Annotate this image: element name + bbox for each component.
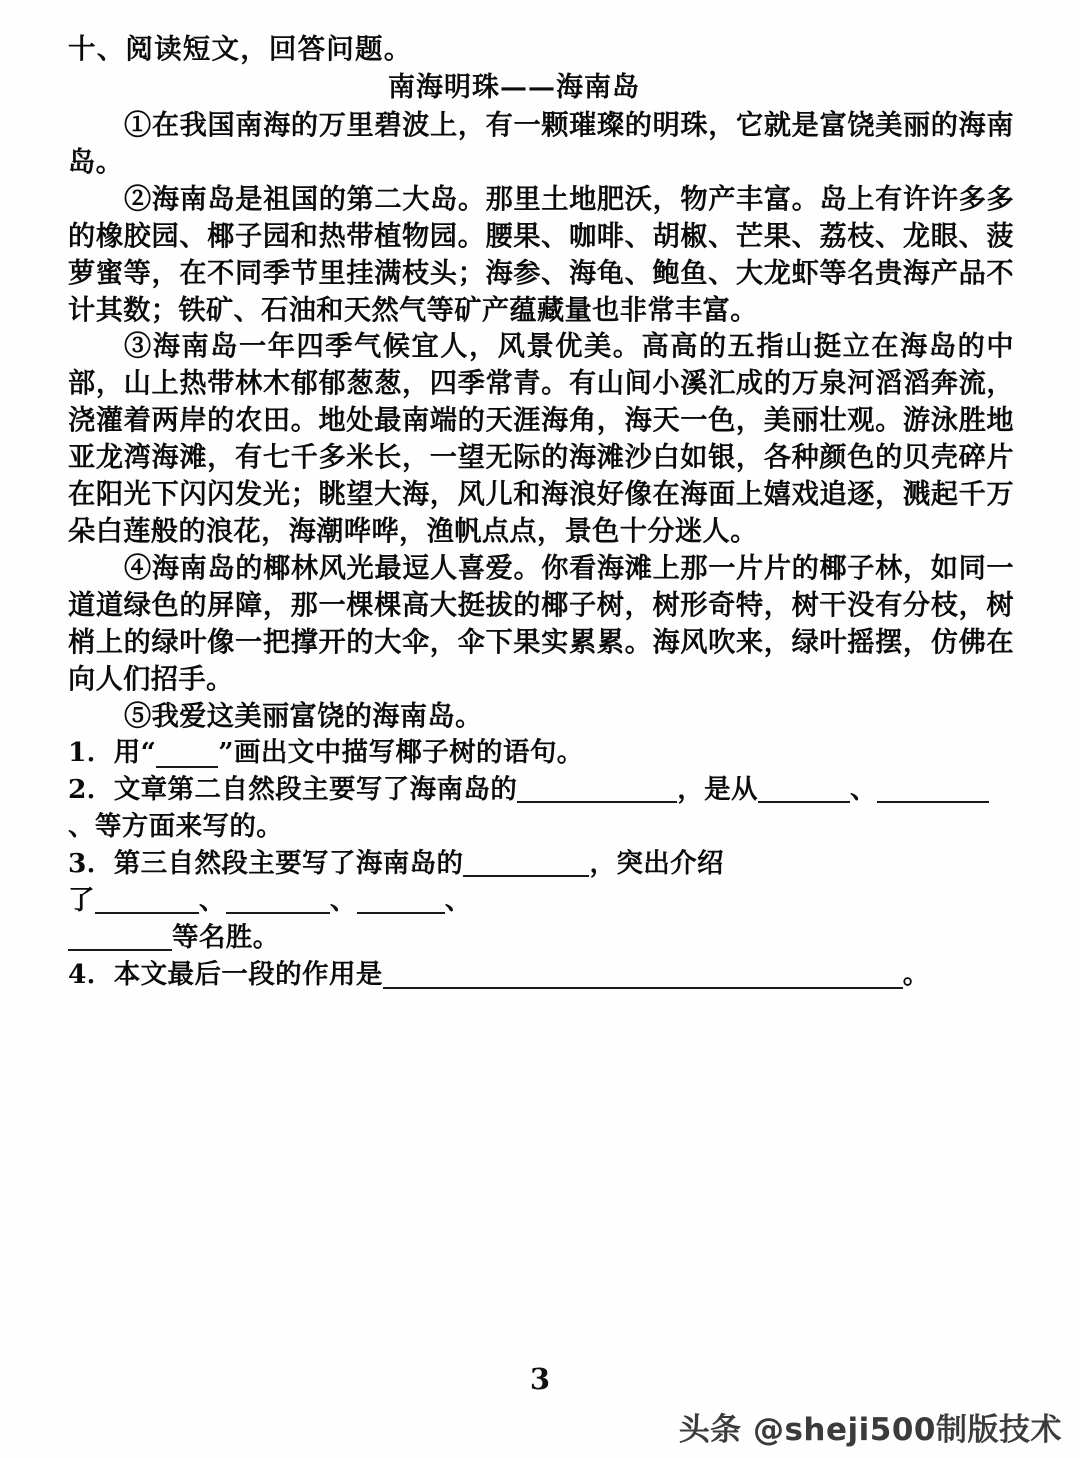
question-4-segment-2: 。 (902, 959, 930, 991)
document-content (68, 30, 1014, 993)
question-1-number: 1． (68, 737, 114, 769)
question-2-blank-1[interactable] (517, 781, 677, 803)
question-1-answer-blank[interactable] (156, 746, 218, 768)
question-4 (68, 956, 1014, 993)
question-4-blank-1[interactable] (383, 967, 903, 989)
question-2 (68, 771, 1014, 845)
question-3-blank-2[interactable] (95, 892, 199, 914)
question-4-number: 4． (68, 959, 114, 991)
question-2-segment-3: 、 (849, 774, 877, 806)
question-3-number: 3． (68, 848, 114, 880)
question-3-segment-2: ，突出介绍 (589, 848, 724, 880)
question-3-blank-4[interactable] (357, 892, 445, 914)
paragraph-5: ⑤我爱这美丽富饶的海南岛。 (124, 699, 483, 732)
question-3-segment-3: 了 (68, 885, 95, 917)
question-4-segment-1: 本文最后一段的作用是 (113, 959, 383, 991)
question-2-segment-4: 、 (68, 811, 95, 843)
question-2-segment-1: 文章第二自然段主要写了海南岛的 (113, 774, 518, 806)
paragraph-1: ①在我国南海的万里碧波上，有一颗璀璨的明珠，它就是富饶美丽的海南岛。 (68, 109, 1014, 178)
question-3-continued-2 (68, 919, 1014, 956)
question-2-segment-5: 等方面来写的。 (94, 811, 284, 843)
section-heading: 十、阅读短文，回答问题。 (68, 33, 413, 65)
question-1 (68, 734, 1014, 771)
question-2-segment-2: ，是从 (677, 774, 758, 806)
article-title: 南海明珠——海南岛 (388, 72, 640, 103)
question-1-text-before: 用“ (113, 737, 157, 769)
question-2-blank-2[interactable] (758, 781, 850, 803)
question-3-blank-5[interactable] (68, 929, 172, 951)
question-3-blank-3[interactable] (226, 892, 330, 914)
question-3-blank-1[interactable] (463, 855, 589, 877)
paragraph-2: ②海南岛是祖国的第二大岛。那里土地肥沃，物产丰富。岛上有许许多多的橡胶园、椰子园和热带植物园。腰果、咖啡、胡椒、芒果、荔枝、龙眼、菠萝蜜等，在不同季节里挂满枝头；海参、海龟、鲍鱼、大龙虾等名贵海产品不计其数；铁矿、石油和天然气等矿产蕴藏量也非常丰富。 (68, 182, 1014, 326)
watermark-text: 头条 @sheji500制版技术 (678, 1412, 1062, 1448)
paragraph-3: ③海南岛一年四季气候宜人，风景优美。高高的五指山挺立在海岛的中部，山上热带林木郁郁葱葱，四季常青。有山间小溪汇成的万泉河滔滔奔流，浇灌着两岸的农田。地处最南端的天涯海角，海天一色，美丽壮观。游泳胜地亚龙湾海滩，有七千多米长，一望无际的海滩沙白如银，各种颜色的贝壳碎片在阳光下闪闪发光；眺望大海，风儿和海浪好像在海面上嬉戏追逐，溅起千万朵白莲般的浪花，海潮哗哗，渔帆点点，景色十分迷人。 (68, 330, 1014, 547)
question-3-segment-5: 、 (329, 885, 357, 917)
question-3-segment-6: 等名胜。 (172, 922, 280, 954)
question-2-blank-3[interactable] (877, 781, 989, 803)
questions-block (68, 734, 1014, 993)
page-number: 3 (529, 1362, 551, 1396)
question-3-segment-4: 、 (198, 885, 226, 917)
question-3-segment-1: 第三自然段主要写了海南岛的 (113, 848, 464, 880)
question-1-text-after: ”画出文中描写椰子树的语句。 (218, 737, 584, 769)
question-3-continued (68, 882, 1014, 919)
question-3-segment-5b: 、 (444, 885, 472, 917)
watermark (679, 1404, 1062, 1449)
question-2-number: 2． (68, 774, 114, 806)
question-3 (68, 845, 1014, 882)
paragraph-4: ④海南岛的椰林风光最逗人喜爱。你看海滩上那一片片的椰子林，如同一道道绿色的屏障，那一棵棵高大挺拔的椰子树，树形奇特，树干没有分枝，树梢上的绿叶像一把撑开的大伞，伞下果实累累。海风吹来，绿叶摇摆，仿佛在向人们招手。 (68, 551, 1014, 695)
